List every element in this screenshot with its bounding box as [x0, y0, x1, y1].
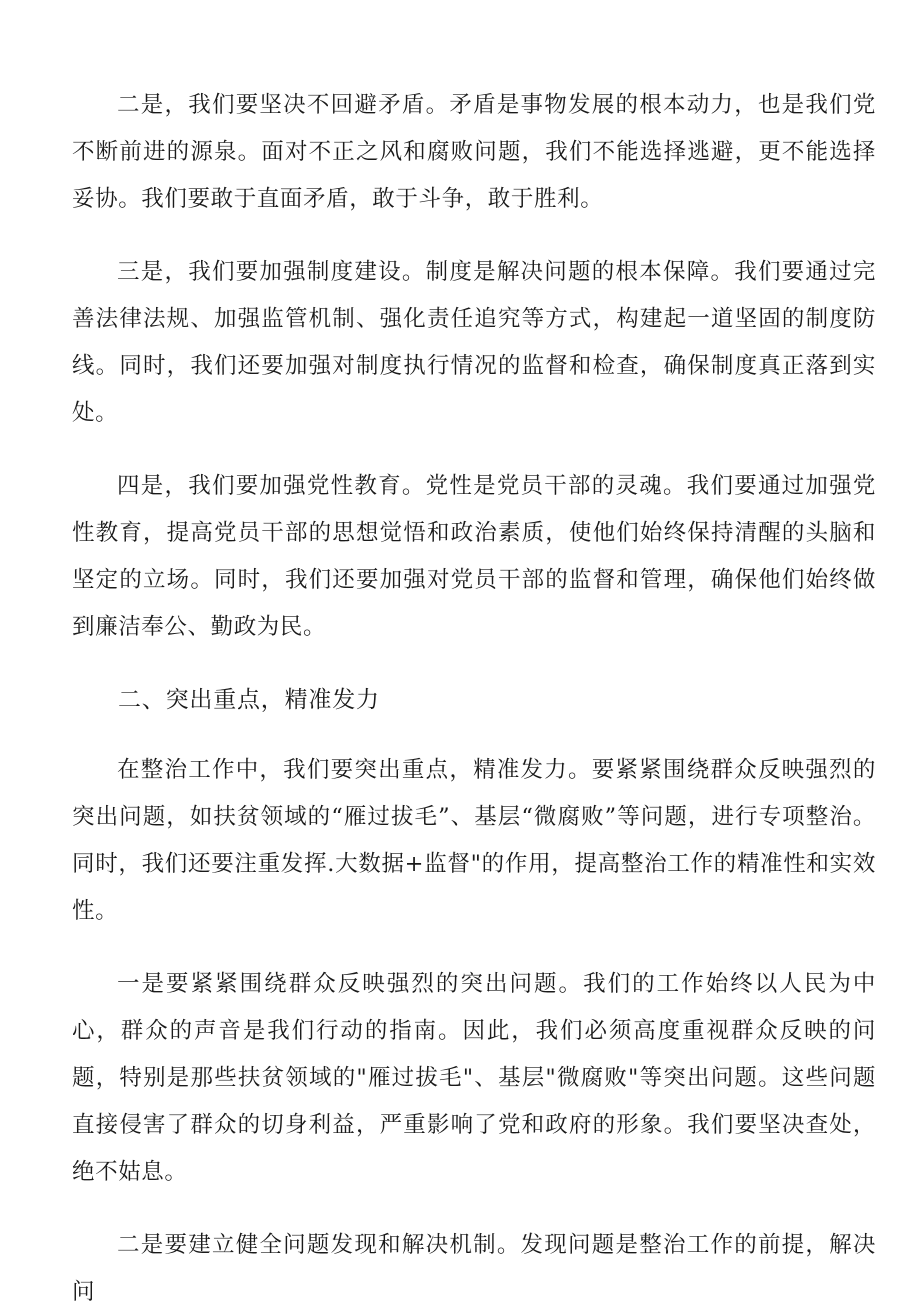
paragraph-second-measure: 二是要建立健全问题发现和解决机制。发现问题是整治工作的前提，解决问: [72, 1232, 876, 1305]
section-heading: 二、突出重点，精准发力: [118, 687, 380, 713]
document-page: [72, 82, 876, 1305]
paragraph-section-intro: 在整治工作中，我们要突出重点，精准发力。要紧紧围绕群众反映强烈的突出问题，如扶贫领域的“雁过拔毛”、基层“微腐败”等问题，进行专项整治。同时，我们还要注重发挥.大数据+监督"的作用，提高整治工作的精准性和实效性。: [72, 757, 876, 924]
paragraph-third-point: 三是，我们要加强制度建设。制度是解决问题的根本保障。我们要通过完善法律法规、加强监管机制、强化责任追究等方式，构建起一道坚固的制度防线。同时，我们还要加强对制度执行情况的监督和检查，确保制度真正落到实处。: [72, 259, 876, 426]
paragraph-second-point: 二是，我们要坚决不回避矛盾。矛盾是事物发展的根本动力，也是我们党不断前进的源泉。面对不正之风和腐败问题，我们不能选择逃避，更不能选择妥协。我们要敢于直面矛盾，敢于斗争，敢于胜利。: [72, 92, 876, 212]
paragraph-fourth-point: 四是，我们要加强党性教育。党性是党员干部的灵魂。我们要通过加强党性教育，提高党员干部的思想觉悟和政治素质，使他们始终保持清醒的头脑和坚定的立场。同时，我们还要加强对党员干部的监督和管理，确保他们始终做到廉洁奉公、勤政为民。: [72, 473, 876, 640]
paragraph-first-measure: 一是要紧紧围绕群众反映强烈的突出问题。我们的工作始终以人民为中心，群众的声音是我们行动的指南。因此，我们必须高度重视群众反映的问题，特别是那些扶贫领域的"雁过拔毛"、基层"微腐败"等突出问题。这些问题直接侵害了群众的切身利益，严重影响了党和政府的形象。我们要坚决查处，绝不姑息。: [72, 971, 876, 1185]
